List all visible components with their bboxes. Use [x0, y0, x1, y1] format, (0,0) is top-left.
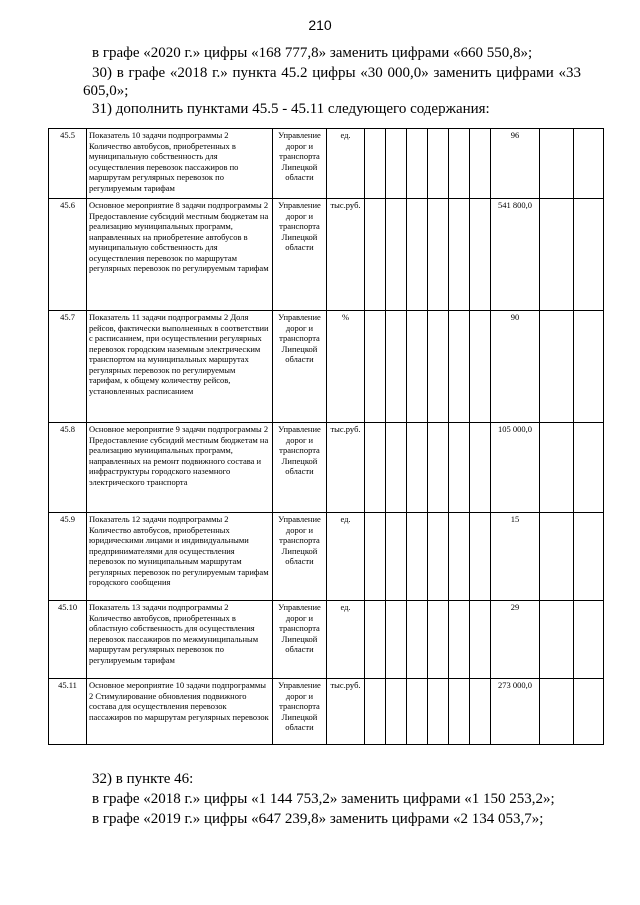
- outro-line-2: в графе «2018 г.» цифры «1 144 753,2» заменить цифрами «1 150 253,2»;: [92, 791, 555, 807]
- row-unit: ед.: [327, 513, 365, 601]
- empty-cell: [470, 423, 491, 513]
- empty-cell: [365, 679, 386, 745]
- outro-line-1: 32) в пункте 46:: [92, 771, 194, 787]
- row-value: 29: [491, 601, 540, 679]
- intro-line-2: 30) в графе «2018 г.» пункта 45.2 цифры «30 000,0» заменить цифрами «33 605,0»;: [83, 65, 581, 99]
- table-row: [49, 679, 604, 745]
- row-description: Показатель 10 задачи подпрограммы 2 Количество автобусов, приобретенных в муниципальную собственность для осуществления перевозок пассажиров по маршрутам регулярных перевозок по регулируемым тарифам: [87, 129, 273, 199]
- row-organization: Управление дорог и транспорта Липецкой области: [273, 601, 327, 679]
- empty-cell: [365, 423, 386, 513]
- empty-cell: [540, 129, 574, 199]
- empty-cell: [449, 513, 470, 601]
- empty-cell: [428, 423, 449, 513]
- table-row: [49, 423, 604, 513]
- empty-cell: [449, 129, 470, 199]
- page-number: 210: [308, 17, 332, 33]
- empty-cell: [574, 199, 604, 311]
- empty-cell: [540, 311, 574, 423]
- table-row: [49, 199, 604, 311]
- empty-cell: [428, 601, 449, 679]
- empty-cell: [540, 679, 574, 745]
- empty-cell: [407, 513, 428, 601]
- row-number: 45.5: [49, 129, 87, 199]
- row-organization: Управление дорог и транспорта Липецкой области: [273, 199, 327, 311]
- row-number: 45.9: [49, 513, 87, 601]
- empty-cell: [386, 601, 407, 679]
- empty-cell: [470, 513, 491, 601]
- row-number: 45.7: [49, 311, 87, 423]
- empty-cell: [449, 601, 470, 679]
- empty-cell: [574, 129, 604, 199]
- empty-cell: [574, 311, 604, 423]
- row-value: 105 000,0: [491, 423, 540, 513]
- row-description: Показатель 12 задачи подпрограммы 2 Количество автобусов, приобретенных юридическими лицами и индивидуальными предпринимателями для осуществления перевозок по муниципальным маршрутам регулярных перевозок по регулируемым тарифам городского сообщения: [87, 513, 273, 601]
- empty-cell: [449, 199, 470, 311]
- empty-cell: [386, 513, 407, 601]
- empty-cell: [407, 601, 428, 679]
- row-unit: тыс.руб.: [327, 679, 365, 745]
- empty-cell: [407, 679, 428, 745]
- empty-cell: [428, 311, 449, 423]
- empty-cell: [386, 199, 407, 311]
- row-number: 45.6: [49, 199, 87, 311]
- empty-cell: [449, 423, 470, 513]
- empty-cell: [540, 513, 574, 601]
- empty-cell: [574, 679, 604, 745]
- empty-cell: [386, 423, 407, 513]
- row-unit: тыс.руб.: [327, 423, 365, 513]
- empty-cell: [407, 199, 428, 311]
- table-row: [49, 513, 604, 601]
- row-unit: ед.: [327, 129, 365, 199]
- empty-cell: [365, 311, 386, 423]
- empty-cell: [428, 129, 449, 199]
- row-number: 45.10: [49, 601, 87, 679]
- row-organization: Управление дорог и транспорта Липецкой области: [273, 679, 327, 745]
- row-unit: %: [327, 311, 365, 423]
- row-unit: ед.: [327, 601, 365, 679]
- row-description: Показатель 11 задачи подпрограммы 2 Доля рейсов, фактически выполненных в соответствии с расписанием, при осуществлении регулярных перевозок городским наземным электрическим транспортом на муниципальных маршрутах регулярных перевозок по регулируемым тарифам, к общему количеству рейсов, установленных расписанием: [87, 311, 273, 423]
- empty-cell: [574, 423, 604, 513]
- empty-cell: [428, 199, 449, 311]
- empty-cell: [386, 679, 407, 745]
- empty-cell: [540, 199, 574, 311]
- row-number: 45.8: [49, 423, 87, 513]
- table-row: [49, 311, 604, 423]
- empty-cell: [407, 129, 428, 199]
- empty-cell: [365, 601, 386, 679]
- row-organization: Управление дорог и транспорта Липецкой области: [273, 129, 327, 199]
- row-description: Основное мероприятие 8 задачи подпрограммы 2 Предоставление субсидий местным бюджетам на реализацию муниципальных программ, направленных на приобретение автобусов в муниципальную собственность для осуществления перевозок по маршрутам регулярных перевозок по регулируемым тарифам: [87, 199, 273, 311]
- empty-cell: [449, 311, 470, 423]
- empty-cell: [386, 129, 407, 199]
- row-value: 96: [491, 129, 540, 199]
- empty-cell: [540, 423, 574, 513]
- row-description: Показатель 13 задачи подпрограммы 2 Количество автобусов, приобретенных в областную собственность для осуществления перевозок пассажиров по межмуниципальным маршрутам регулярных перевозок по регулируемым тарифам: [87, 601, 273, 679]
- empty-cell: [470, 129, 491, 199]
- empty-cell: [470, 311, 491, 423]
- empty-cell: [428, 513, 449, 601]
- empty-cell: [407, 311, 428, 423]
- row-number: 45.11: [49, 679, 87, 745]
- empty-cell: [407, 423, 428, 513]
- row-unit: тыс.руб.: [327, 199, 365, 311]
- row-description: Основное мероприятие 10 задачи подпрограммы 2 Стимулирование обновления подвижного состава для осуществления перевозок пассажиров по маршрутам регулярных перевозок: [87, 679, 273, 745]
- amendment-table: [48, 128, 604, 745]
- empty-cell: [365, 513, 386, 601]
- empty-cell: [365, 199, 386, 311]
- empty-cell: [470, 679, 491, 745]
- row-organization: Управление дорог и транспорта Липецкой области: [273, 513, 327, 601]
- row-description: Основное мероприятие 9 задачи подпрограммы 2 Предоставление субсидий местным бюджетам на реализацию муниципальных программ, направленных на ремонт подвижного состава и инфраструктуры городского наземного электрического транспорта: [87, 423, 273, 513]
- row-organization: Управление дорог и транспорта Липецкой области: [273, 311, 327, 423]
- row-value: 273 000,0: [491, 679, 540, 745]
- row-value: 90: [491, 311, 540, 423]
- empty-cell: [365, 129, 386, 199]
- empty-cell: [540, 601, 574, 679]
- empty-cell: [449, 679, 470, 745]
- empty-cell: [574, 513, 604, 601]
- intro-line-3: 31) дополнить пунктами 45.5 - 45.11 следующего содержания:: [92, 101, 490, 117]
- outro-line-3: в графе «2019 г.» цифры «647 239,8» заменить цифрами «2 134 053,7»;: [92, 811, 544, 827]
- row-value: 541 800,0: [491, 199, 540, 311]
- empty-cell: [574, 601, 604, 679]
- table-row: [49, 129, 604, 199]
- intro-line-1: в графе «2020 г.» цифры «168 777,8» заменить цифрами «660 550,8»;: [92, 45, 533, 61]
- row-value: 15: [491, 513, 540, 601]
- empty-cell: [470, 601, 491, 679]
- empty-cell: [428, 679, 449, 745]
- row-organization: Управление дорог и транспорта Липецкой области: [273, 423, 327, 513]
- table-row: [49, 601, 604, 679]
- empty-cell: [470, 199, 491, 311]
- empty-cell: [386, 311, 407, 423]
